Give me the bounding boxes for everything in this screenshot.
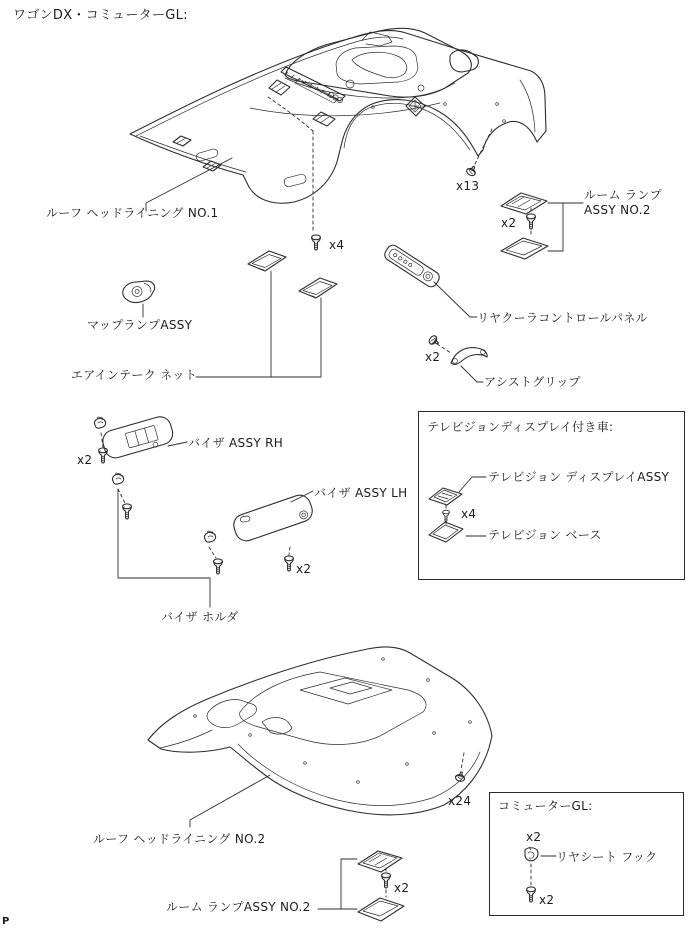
rear-seat-hook-label: リヤシート フック bbox=[556, 850, 658, 864]
rear-cooler-panel-label: リヤクーラコントロールパネル bbox=[477, 311, 648, 325]
roof-headlining-no2-drawing bbox=[148, 647, 492, 815]
tv-display-option-box bbox=[418, 411, 685, 580]
room-lamp-upper-screw-count: x2 bbox=[501, 216, 517, 230]
room-lamp-no2-upper-label bbox=[584, 188, 662, 218]
map-lamp-drawing bbox=[121, 277, 158, 306]
screw-icon bbox=[285, 556, 294, 571]
clip-patch bbox=[173, 80, 335, 171]
front-screw-count: x4 bbox=[329, 238, 345, 252]
screw-icon bbox=[123, 504, 132, 519]
screw-icon bbox=[312, 235, 321, 250]
assist-grip-screw-count: x2 bbox=[425, 350, 441, 364]
page-corner-mark: P bbox=[2, 916, 10, 927]
visor-rh-label: バイザ ASSY RH bbox=[188, 436, 284, 450]
rear-cooler-panel-drawing bbox=[382, 243, 441, 289]
roof2-screw-count: x24 bbox=[448, 794, 472, 808]
room-lamp-no2-lower-label: ルーム ランプASSY NO.2 bbox=[166, 900, 311, 914]
visor-lh-label: バイザ ASSY LH bbox=[314, 486, 408, 500]
visor-lh-drawing bbox=[231, 492, 315, 544]
hook-count: x2 bbox=[526, 830, 542, 844]
roof-headlining-no1-label: ルーフ ヘッドライニング NO.1 bbox=[46, 206, 219, 220]
screw-icon bbox=[214, 559, 223, 574]
assist-grip-drawing bbox=[451, 348, 487, 365]
visor-holder-drawing bbox=[112, 473, 215, 542]
screw-icon bbox=[527, 214, 536, 229]
screw-icon bbox=[465, 164, 478, 177]
map-lamp-label: マップランプASSY bbox=[87, 318, 193, 332]
assist-grip-label: アシストグリップ bbox=[484, 375, 581, 389]
air-intake-net-label: エアインテーク ネット bbox=[71, 368, 198, 382]
commuter-box-title: コミューターGL: bbox=[498, 799, 593, 813]
variant-heading: ワゴンDX・コミューターGL: bbox=[13, 8, 188, 23]
screw-icon bbox=[99, 448, 108, 463]
roof-headlining-no2-label: ルーフ ヘッドライニング NO.2 bbox=[93, 832, 266, 846]
air-intake-net-drawing bbox=[248, 251, 337, 298]
screw-icon bbox=[382, 873, 391, 888]
roof-headlining-no1-drawing bbox=[130, 28, 546, 203]
tv-box-title: テレビジョンディスプレイ付き車: bbox=[427, 420, 614, 434]
room-lamp-lower-screw-count: x2 bbox=[394, 881, 410, 895]
visor-rh-screw-count: x2 bbox=[77, 453, 93, 467]
roof1-screw-count: x13 bbox=[456, 179, 480, 193]
room-lamp-label-line2: ASSY NO.2 bbox=[584, 203, 651, 217]
tv-screw-count: x4 bbox=[461, 507, 477, 521]
room-lamp-label-line1: ルーム ランプ bbox=[584, 188, 662, 202]
hook-screw-count: x2 bbox=[539, 893, 555, 907]
visor-lh-screw-count: x2 bbox=[296, 562, 312, 576]
tv-display-assy-label: テレビジョン ディスプレイASSY bbox=[488, 470, 670, 484]
visor-holder-label: バイザ ホルダ bbox=[161, 610, 239, 624]
tv-base-label: テレビジョン ベース bbox=[488, 528, 602, 542]
